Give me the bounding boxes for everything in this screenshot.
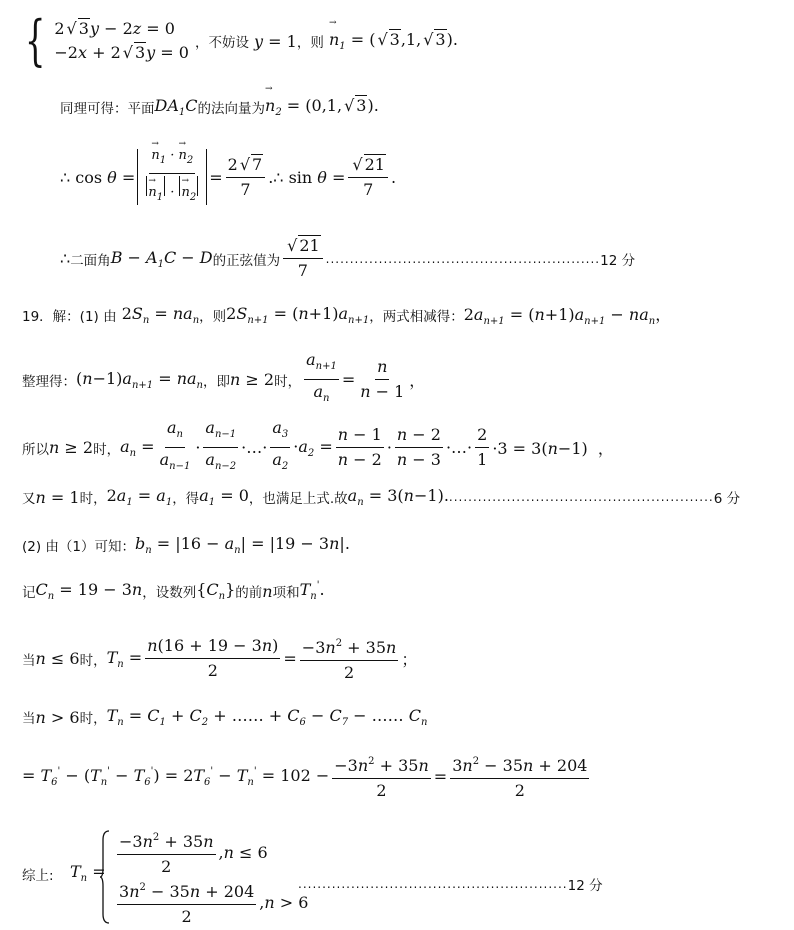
line-define-c: 记 $C_n = 19 - 3n$ ，设数列 $\{C_n\}$ 的前 n 项和 $T_n'$. bbox=[22, 580, 325, 602]
dotted-leader: ......................................................... bbox=[325, 251, 601, 266]
therefore-cos: ∴ cos θ = bbox=[60, 167, 136, 187]
line-summary-t: $T_n$ = bbox=[70, 862, 106, 884]
line-normal-2 bbox=[60, 96, 379, 118]
line-case-le6: 当 n ≤ 6 时， $T_n$ = $\frac{n(16 + 19 - 3n)}{2}$ = $\frac{-3n^2 + 35n}{2}$ ； bbox=[22, 636, 418, 682]
abs-bar-right bbox=[206, 149, 207, 205]
line-cos: ∴ cos θ = → $n_1$ · → $n_2$ → $n_1$ · → $n_2$ = $\frac{2 √ 7}{7}$ .∴ sin θ = $\frac{√ 21}{7}$ . bbox=[60, 146, 396, 208]
dotted-leader: ........................................................ bbox=[298, 877, 568, 891]
line-product: 所以 n ≥ 2 时， $a_n$ = $\frac{a_n}{a_{n-1}}$ · $\frac{a_{n-1}}{a_{n-2}}$ ·…· $\frac{a_3}{a_2}$ $\cdot a_2$ = $\frac{n - 1}{n - 2}$ · $\frac{n - 2}{n - 3}$ ·…· $\frac{2}{1}$ ·3 = 3(n−1) ， bbox=[22, 418, 614, 472]
system-stack bbox=[54, 17, 189, 65]
vector-n2: → $n_2 = (0,1$, √ 3). bbox=[265, 96, 379, 118]
eq-sign: = bbox=[209, 167, 223, 187]
frac-n1n2: → $n_1$ · → $n_2$ → $n_1$ · → $n_2$ bbox=[143, 146, 201, 208]
dotted-leader: ....................................................... bbox=[448, 490, 714, 504]
text-dihedral: 二面角 bbox=[70, 252, 111, 269]
plane-da1c: $DA_1C$ bbox=[154, 96, 198, 118]
line-summary-label: 综上: bbox=[22, 868, 54, 884]
abs-bar-left bbox=[137, 149, 138, 205]
line-part2: (2) 由（1）可知： $b_n = |16 - a_n| = |19 - 3n|$. bbox=[22, 534, 350, 556]
equation-system-1 bbox=[18, 9, 458, 72]
text-then: ，则 bbox=[296, 35, 324, 51]
angle-b-a1c-d: $B - A_1C - D$ bbox=[110, 247, 213, 270]
score-6: 6 分 bbox=[713, 491, 741, 507]
frac-cos-value: $\frac{2 √ 7}{7}$ bbox=[226, 155, 266, 200]
score-12-b: 12 分 bbox=[567, 878, 603, 894]
q19-label: 19．解：(1) 由 bbox=[22, 308, 117, 325]
frac-sin-value: $\frac{√ 21}{7}$ bbox=[348, 155, 388, 200]
eq-2: −2x + 2 √ 3y = 0 bbox=[54, 43, 189, 62]
piecewise-case-2: $\frac{3n^2 - 35n + 204}{2}$ ,n > 6 bbox=[114, 878, 308, 927]
vector-n1: → $n_1$ = ( √ 3,1, √ 3). bbox=[324, 30, 458, 52]
eq-1: 2 √ 3y − 2z = 0 bbox=[54, 19, 175, 38]
line-n-eq-1: 又 n = 1 时， $2a_1 = a_1$ ，得 $a_1 = 0$ ，也满足上式.故 $a_n = 3(n-1)$. ....................................................... 6 分 bbox=[22, 486, 741, 508]
left-brace: { bbox=[24, 9, 46, 72]
score-12-a: 12 分 bbox=[600, 252, 636, 269]
text-sine-value: 的正弦值为 bbox=[212, 252, 281, 269]
y-eq-1: y = 1 bbox=[248, 31, 297, 51]
line-dihedral: ∴ 二面角 $B - A_1C - D$ 的正弦值为 $\frac{√ 21}{7}$ ......................................................... 12 分 bbox=[60, 236, 636, 280]
text-let: ，不妨设 bbox=[194, 35, 249, 51]
text-similar: 同理可得：平面 bbox=[60, 101, 155, 117]
text-normal: 的法向量为 bbox=[197, 101, 266, 117]
line-simplify: 整理得： $(n-1)a_{n+1} = na_n$ ，即 n ≥ 2 时， $\frac{a_{n+1}}{a_n}$ = $\frac{n}{n - 1}$ ， bbox=[22, 350, 426, 404]
line-summary-score bbox=[298, 874, 603, 894]
line-case-gt6: 当 n > 6 时， $T_n = C_1 + C_2$ + …… + $C_6 - C_7$ − …… $C_n$ bbox=[22, 706, 428, 728]
piecewise-brace bbox=[100, 830, 110, 924]
line-gt6-result: = $T_6' - (T_n' - T_6') = 2T_6' - T_n' = 102$ − $\frac{-3n^2 + 35n}{2}$ = $\frac{3n^2 - 35n + 204}{2}$ bbox=[22, 752, 592, 801]
therefore-sin: .∴ sin θ = bbox=[268, 167, 346, 187]
line-q19-start: 19．解：(1) 由 $2S_n = na_n$ ，则 $2S_{n+1} = (n+1)a_{n+1}$ ，两式相减得： $2a_{n+1} = (n+1)a_{n+1} - na_n$， bbox=[22, 303, 672, 327]
frac-answer: $\frac{√ 21}{7}$ bbox=[283, 236, 323, 281]
piecewise-case-1: $\frac{-3n^2 + 35n}{2}$ ,n ≤ 6 bbox=[114, 828, 268, 877]
